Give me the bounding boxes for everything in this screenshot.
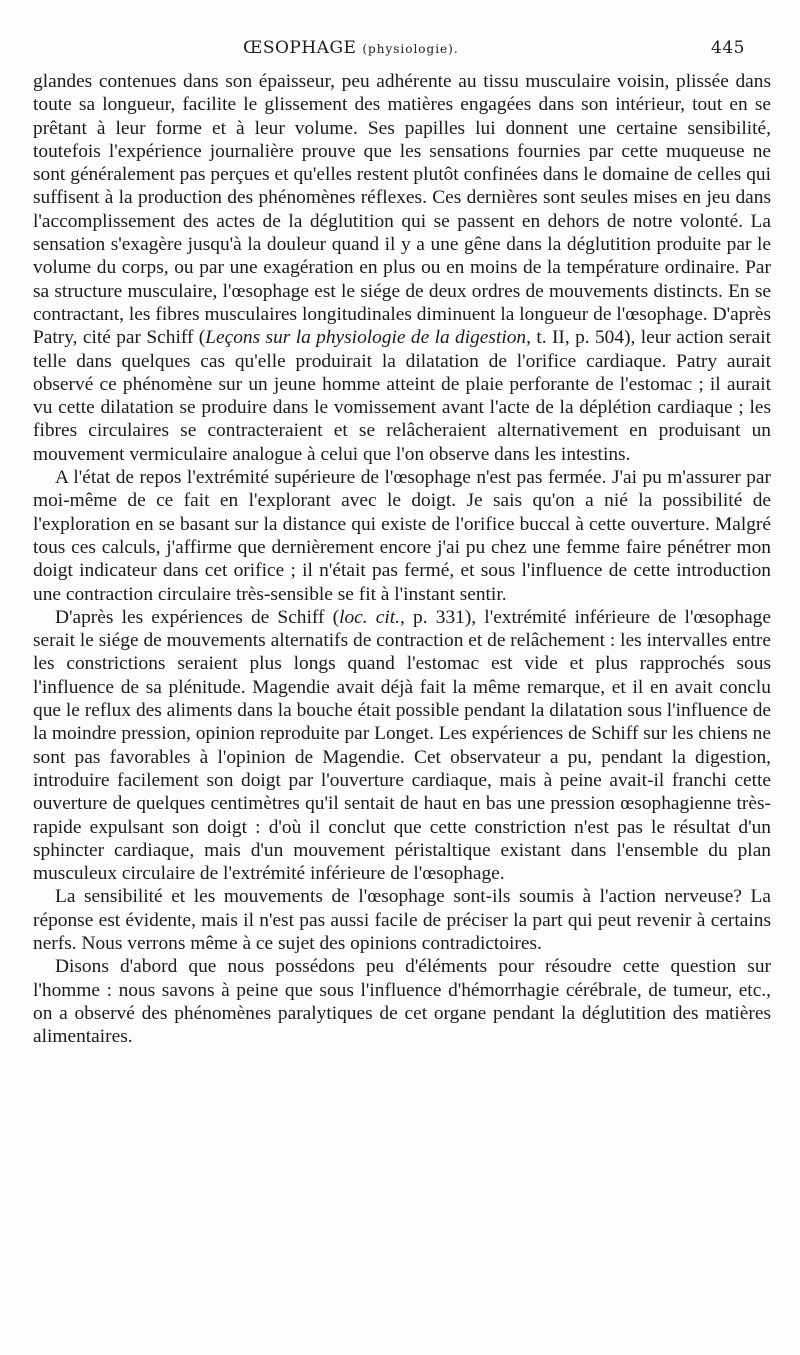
page-number: 445 bbox=[711, 38, 745, 58]
body-text bbox=[33, 70, 771, 1048]
paragraph-2: A l'état de repos l'extrémité supérieure de l'œsophage n'est pas fermée. J'ai pu m'assurer par moi-même de ce fait en l'explorant avec le doigt. Je sais qu'on a nié la possibilité de l'exploration en se basant sur la distance qui existe de l'orifice buccal à cette ouverture. Malgré tous ces calculs, j'affirme que dernièrement encore j'ai pu chez une femme faire pénétrer mon doigt indicateur dans cet orifice ; il n'était pas fermé, et sous l'influence de cette introduction une contraction circulaire très-sensible se fit à l'instant sentir. bbox=[33, 467, 771, 605]
paragraph-1: glandes contenues dans son épaisseur, peu adhérente au tissu musculaire voisin, plissée dans toute sa longueur, facilite le glissement des matières engagées dans son intérieur, tout en se prêtant à leur forme et à leur volume. Ses papilles lui donnent une certaine sensibilité, toutefois l'expérience journalière prouve que les sensations fournies par cette muqueuse ne sont généralement pas perçues et qu'elles restent plutôt confinées dans le domaine de celles qui suffisent à la production des phénomènes réflexes. Ces dernières sont seules mises en jeu dans l'accomplissement des actes de la déglutition qui se passent en dehors de notre volonté. La sensation s'exagère jusqu'à la douleur quand il y a une gêne dans la déglutition produite par le volume du corps, ou par une exagération en plus ou en moins de la température ordinaire. Par sa structure musculaire, l'œsophage est le siége de deux ordres de mouvements distincts. En se contractant, les fibres musculaires longitudinales diminuent la longueur de l'œsophage. D'après Patry, cité par Schiff (Leçons sur la physiologie de la digestion, t. II, p. 504), leur action serait telle dans quelques cas qu'elle produirait la dilatation de l'orifice cardiaque. Patry aurait observé ce phénomène sur un jeune homme atteint de plaie perforante de l'estomac ; il aurait vu cette dilatation se produire dans le vomissement avant l'acte de la déplétion cardiaque ; les fibres circulaires se contracteraient et se relâcheraient alternativement en produisant un mouvement vermiculaire analogue à celui que l'on observe dans les intestins. bbox=[33, 71, 771, 465]
running-title-main: ŒSOPHAGE bbox=[243, 38, 357, 58]
paragraph-5: Disons d'abord que nous possédons peu d'éléments pour résoudre cette question sur l'homme : nous savons à peine que sous l'influence d'hémorrhagie cérébrale, de tumeur, etc., on a observé des phénomènes paralytiques de cet organe pendant la déglutition des matières alimentaires. bbox=[33, 956, 771, 1048]
book-title-citation: Leçons sur la physiologie de la digestion bbox=[205, 327, 527, 349]
loc-cit-citation: loc. cit. bbox=[339, 606, 401, 628]
book-page bbox=[33, 38, 771, 1048]
paragraph-3: D'après les expériences de Schiff (loc. cit., p. 331), l'extrémité inférieure de l'œsophage serait le siége de mouvements alternatifs de contraction et de relâchement : les intervalles entre les constrictions seraient plus longs quand l'estomac est vide et plus rapprochés sous l'influence de sa plénitude. Magendie avait déjà fait la même remarque, et il en avait conclu que le reflux des aliments dans la bouche était possible pendant la dilatation sous l'influence de la moindre pression, opinion reproduite par Longet. Les expériences de Schiff sur les chiens ne sont pas favorables à l'opinion de Magendie. Cet observateur a pu, pendant la digestion, introduire facilement son doigt par l'ouverture cardiaque, mais à peine avait-il franchi cette ouverture de quelques centimètres qu'il sentait de haut en bas une pression œsophagienne très-rapide expulsant son doigt : d'où il conclut que cette constriction n'est pas le résultat d'un sphincter cardiaque, mais d'un mouvement péristaltique existant dans l'ensemble du plan musculeux circulaire de l'extrémité inférieure de l'œsophage. bbox=[33, 606, 771, 885]
running-head bbox=[33, 38, 771, 70]
running-title bbox=[243, 38, 459, 58]
running-title-subtitle: (physiologie). bbox=[362, 42, 459, 56]
paragraph-4: La sensibilité et les mouvements de l'œsophage sont-ils soumis à l'action nerveuse? La réponse est évidente, mais il n'est pas aussi facile de préciser la part qui peut revenir à certains nerfs. Nous verrons même à ce sujet des opinions contradictoires. bbox=[33, 886, 771, 954]
